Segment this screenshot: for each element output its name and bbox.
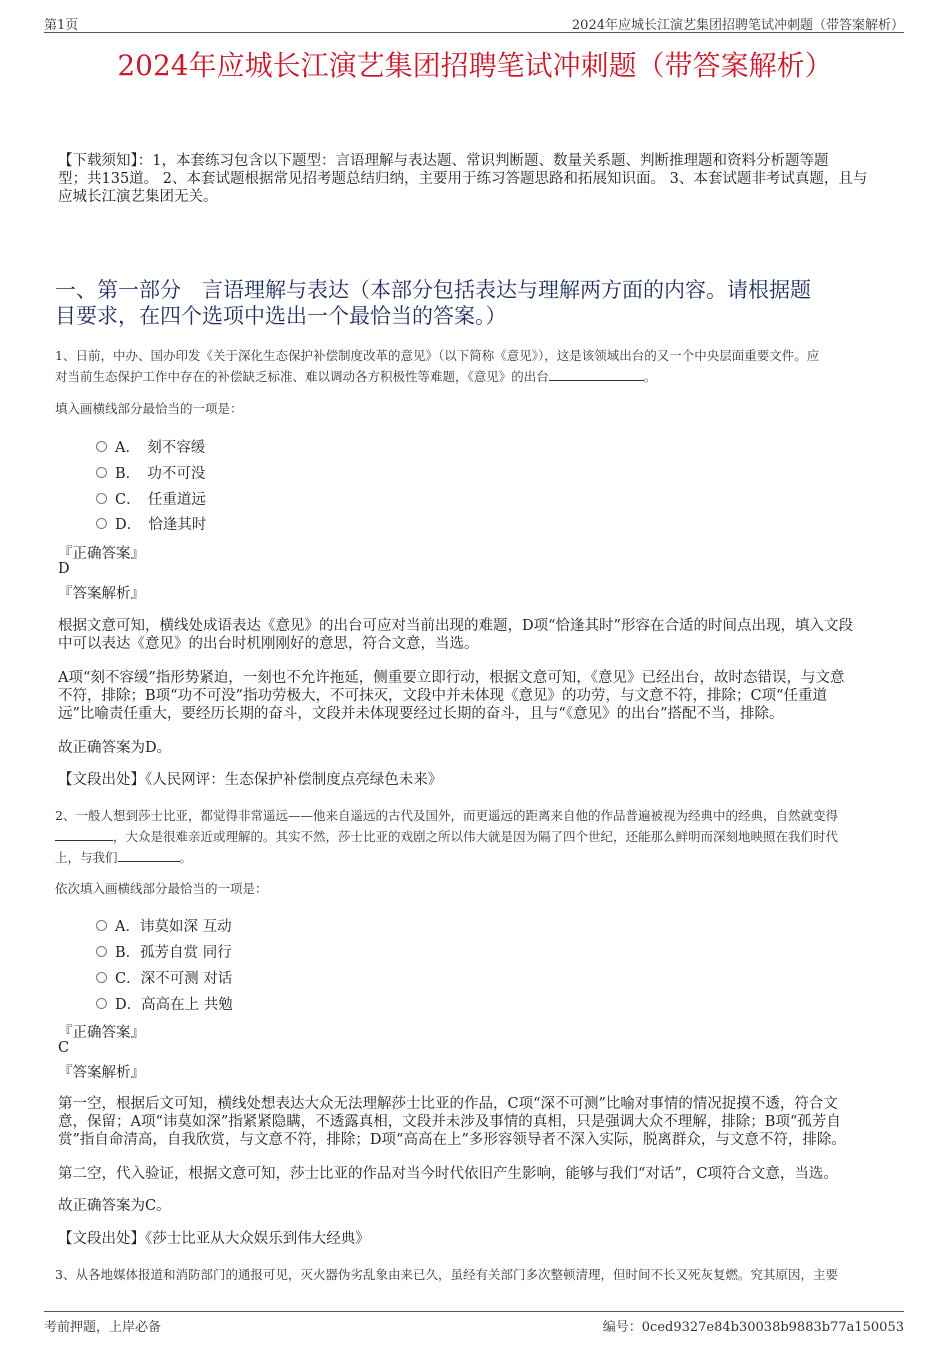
q1-analysis-p1-l1: 根据文意可知，横线处成语表达《意见》的出台可应对当前出现的难题，D项“恰逢其时”形容在合适的时间点出现，填入文段 [58,618,853,634]
q2-blank-2 [118,850,180,862]
running-header: 2024年应城长江演艺集团招聘笔试冲刺题（带答案解析） [571,18,904,33]
q2-option-c[interactable]: C．深不可测 对话 [96,967,232,987]
q2-stem-line-3: 上，与我们 。 [55,850,193,865]
q1-analysis-p2-l2: 不符，排除；B项“功不可没”指功劳极大，不可抹灭，文段中并未体现《意见》的功劳，与文意不符，排除；C项“任重道 [58,688,827,704]
radio-icon[interactable] [96,920,107,931]
q1-analysis-label: 『答案解析』 [58,586,145,602]
q2-analysis-p2: 第二空，代入验证，根据文意可知，莎士比亚的作品对当今时代依旧产生影响，能够与我们“对话”，C项符合文意，当选。 [58,1166,838,1182]
radio-icon[interactable] [96,946,107,957]
q1-option-a[interactable]: A． 刻不容缓 [96,436,205,456]
q1-blank [549,369,644,381]
radio-icon[interactable] [96,493,107,504]
q2-option-d[interactable]: D．高高在上 共勉 [96,993,233,1013]
q3-stem-line-1: 3、从各地媒体报道和消防部门的通报可见，灭火器伪劣乱象由来已久，虽经有关部门多次整顿清理，但时间不长又死灰复燃。究其原因，主要 [55,1267,838,1282]
q2-prompt: 依次填入画横线部分最恰当的一项是： [55,881,268,896]
notice-line-2: 型；共135道。 2、本套试题根据常见招考题总结归纳，主要用于练习答题思路和拓展知识面。 3、本套试题非考试真题，且与 [58,171,868,187]
q2-option-a[interactable]: A．讳莫如深 互动 [96,915,232,935]
q2-correct-label: 『正确答案』 [58,1025,145,1041]
section-heading-line-2: 目要求，在四个选项中选出一个最恰当的答案。） [55,304,507,328]
q1-stem-line-1: 1、日前，中办、国办印发《关于深化生态保护补偿制度改革的意见》（以下简称《意见》），这是该领域出台的又一个中央层面重要文件。应 [55,348,820,363]
notice-line-3: 应城长江演艺集团无关。 [58,189,218,205]
q2-analysis-p1-l3: 赏”指自命清高，自我欣赏，与文意不符，排除；D项“高高在上”多形容领导者不深入实际，脱离群众，与文意不符，排除。 [58,1132,846,1148]
q1-option-c[interactable]: C． 任重道远 [96,488,206,508]
q2-stem-line-1: 2、一般人想到莎士比亚，都觉得非常遥远——他来自遥远的古代及国外，而更遥远的距离来自他的作品普遍被视为经典中的经典，自然就变得 [55,808,838,823]
radio-icon[interactable] [96,998,107,1009]
q1-option-d[interactable]: D． 恰逢其时 [96,513,206,533]
footer-slogan: 考前押题，上岸必备 [44,1320,162,1335]
footer-code: 编号：0ced9327e84b30038b9883b77a150053 [602,1320,904,1335]
q2-source: 【文段出处】《莎士比亚从大众娱乐到伟大经典》 [58,1231,370,1247]
q1-analysis-p2-l3: 远”比喻责任重大，要经历长期的奋斗，文段并未体现要经过长期的奋斗，且与“《意见》的出台”搭配不当，排除。 [58,706,784,722]
q1-prompt: 填入画横线部分最恰当的一项是： [55,401,243,416]
section-heading-line-1: 一、第一部分 言语理解与表达（本部分包括表达与理解两方面的内容。请根据题 [55,278,811,302]
footer-rule [44,1311,904,1312]
page-number: 第1页 [44,18,79,33]
q1-correct-label: 『正确答案』 [58,546,145,562]
notice-line-1: 【下载须知】：1，本套练习包含以下题型：言语理解与表达题、常识判断题、数量关系题、判断推理题和资料分析题等题 [58,153,829,169]
q2-answer: C [58,1040,70,1056]
q2-blank-1 [55,829,113,841]
q2-analysis-p1-l1: 第一空，根据后文可知，横线处想表达大众无法理解莎士比亚的作品，C项“深不可测”比喻对事情的情况捉摸不透，符合文 [58,1096,838,1112]
radio-icon[interactable] [96,441,107,452]
q1-analysis-p3: 故正确答案为D。 [58,740,172,756]
q2-option-b[interactable]: B．孤芳自赏 同行 [96,941,232,961]
q1-stem-line-2: 对当前生态保护工作中存在的补偿缺乏标准、难以调动各方积极性等难题，《意见》的出台 。 [55,369,657,384]
radio-icon[interactable] [96,972,107,983]
q2-analysis-label: 『答案解析』 [58,1065,145,1081]
q1-analysis-p1-l2: 中可以表达《意见》的出台时机刚刚好的意思，符合文意，当选。 [58,636,479,652]
page-title: 2024年应城长江演艺集团招聘笔试冲刺题（带答案解析） [117,49,833,82]
header-rule [44,32,904,33]
radio-icon[interactable] [96,467,107,478]
q2-analysis-p1-l2: 意，保留；A项“讳莫如深”指紧紧隐瞒，不透露真相，文段并未涉及事情的真相，只是强调大众不理解，排除；B项“孤芳自 [58,1114,841,1130]
q1-answer: D [58,561,70,577]
q1-analysis-p2-l1: A项“刻不容缓”指形势紧迫，一刻也不允许拖延，侧重要立即行动，根据文意可知，《意见》已经出台，故时态错误，与文意 [58,670,845,686]
q2-analysis-p3: 故正确答案为C。 [58,1198,171,1214]
q1-option-b[interactable]: B． 功不可没 [96,462,205,482]
q2-stem-line-2: ，大众是很难亲近或理解的。其实不然，莎士比亚的戏剧之所以伟大就是因为隔了四个世纪，还能那么鲜明而深刻地映照在我们时代 [55,826,838,847]
radio-icon[interactable] [96,518,107,529]
q1-source: 【文段出处】《人民网评：生态保护补偿制度点亮绿色未来》 [58,772,443,788]
